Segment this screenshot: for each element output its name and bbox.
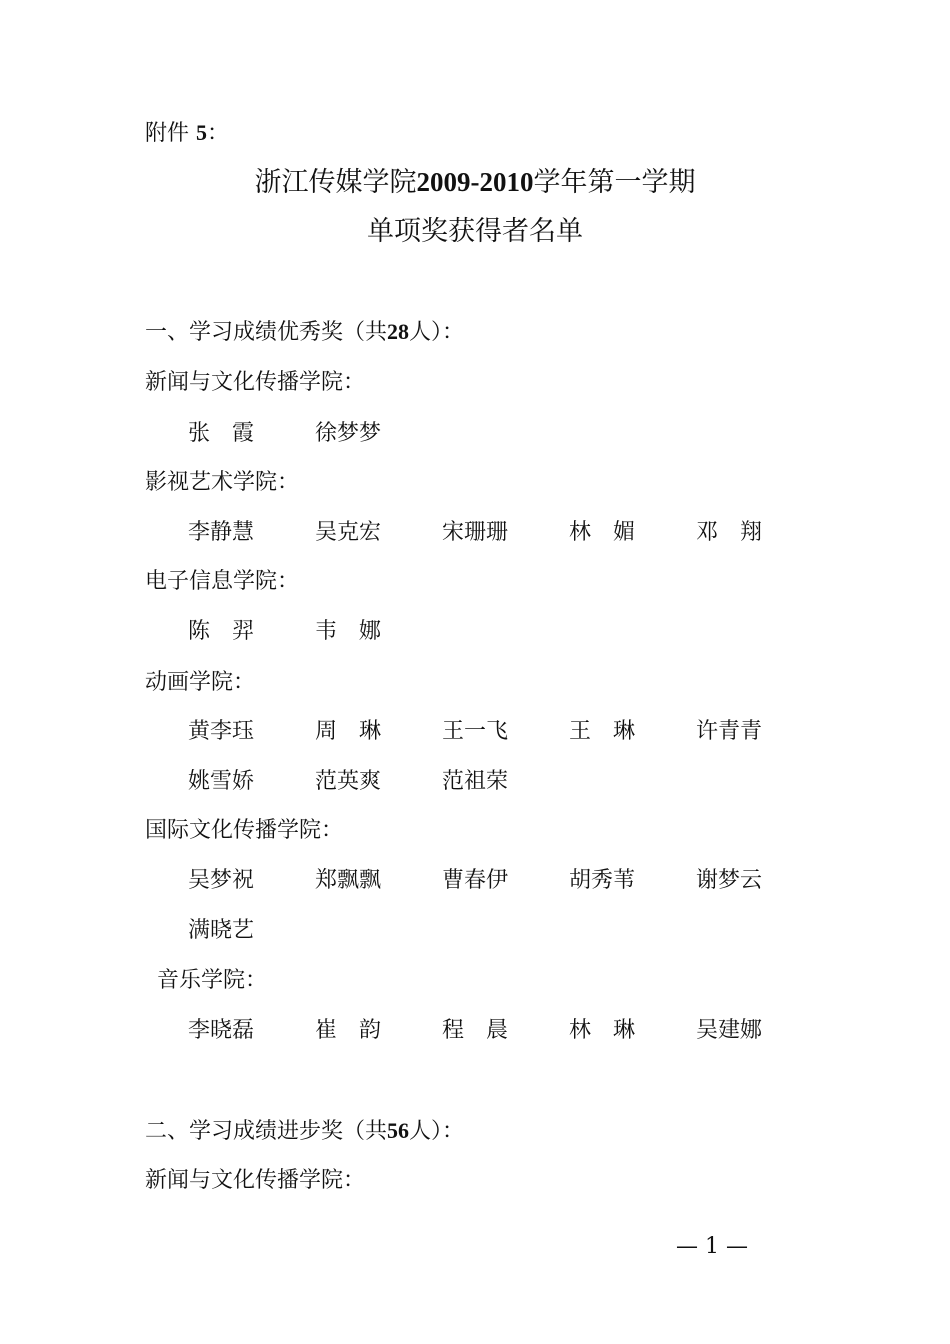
student-name: 邓 翔 [696,520,763,545]
student-name: 胡秀苇 [569,868,636,893]
student-name: 吴克宏 [315,520,382,545]
name-row [188,617,442,647]
student-name: 程 晨 [442,1018,509,1043]
student-name: 陈 羿 [188,619,255,644]
student-name: 姚雪娇 [188,769,255,794]
document-subtitle: 单项奖获得者名单 [367,216,583,247]
student-name: 王一飞 [442,719,509,744]
name-row [188,419,442,449]
college-heading: 电子信息学院： [145,569,300,594]
student-name: 满晓艺 [188,918,255,943]
student-name: 李晓磊 [188,1018,255,1043]
student-name: 吴建娜 [696,1018,763,1043]
name-row [188,518,823,548]
student-name: 黄李珏 [188,719,255,744]
section-heading-progress: 二、学习成绩进步奖（共56人）： [145,1118,465,1144]
college-heading: 新闻与文化传播学院： [145,370,366,395]
student-name: 林 琳 [569,1018,636,1043]
student-name: 李静慧 [188,520,255,545]
student-name: 谢梦云 [696,868,763,893]
name-row [188,1016,823,1046]
student-name: 吴梦祝 [188,868,255,893]
student-name: 王 琳 [569,719,636,744]
student-name: 韦 娜 [315,619,382,644]
section-heading-excellent: 一、学习成绩优秀奖（共28人）： [145,319,465,345]
college-heading: 动画学院： [145,670,256,695]
student-name: 周 琳 [315,719,382,744]
student-name: 徐梦梦 [315,421,382,446]
student-name: 林 媚 [569,520,636,545]
name-row [188,717,823,747]
student-name: 范英爽 [315,769,382,794]
student-name: 崔 韵 [315,1018,382,1043]
student-name: 曹春伊 [442,868,509,893]
name-row [188,767,569,797]
college-heading: 国际文化传播学院： [145,818,344,843]
student-name: 张 霞 [188,421,255,446]
student-name: 郑飘飘 [315,868,382,893]
attachment-label: 附件 5： [145,120,230,146]
student-name: 宋珊珊 [442,520,509,545]
name-row [188,866,823,896]
college-heading: 影视艺术学院： [145,470,300,495]
college-heading: 新闻与文化传播学院： [145,1168,366,1193]
student-name: 许青青 [696,719,763,744]
name-row [188,916,315,946]
page-number: — 1 — [676,1234,748,1259]
document-title: 浙江传媒学院2009-2010学年第一学期 [254,167,696,198]
student-name: 范祖荣 [442,769,509,794]
college-heading: 音乐学院： [157,968,268,993]
